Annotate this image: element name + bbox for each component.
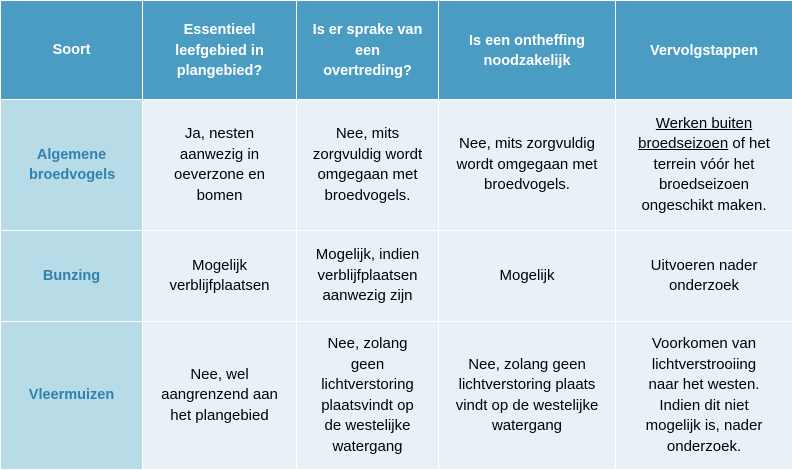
- row-head-soort: Bunzing: [1, 231, 143, 322]
- cell-vervolgstappen: Voorkomen van lichtverstrooiing naar het westen. Indien dit niet mogelijk is, nader onderzoek.: [616, 322, 792, 470]
- cell-overtreding: Nee, mits zorgvuldig wordt omgegaan met broedvogels.: [297, 100, 439, 231]
- row-head-soort: Algemene broedvogels: [1, 100, 143, 231]
- table-row: [1, 322, 792, 470]
- table-row: [1, 231, 792, 322]
- header-ontheffing: Is een ontheffing noodzakelijk: [439, 1, 616, 100]
- cell-essentieel: Mogelijk verblijfplaatsen: [143, 231, 297, 322]
- cell-ontheffing: Mogelijk: [439, 231, 616, 322]
- vervolg-underlined-text: Werken buiten broedseizoen: [638, 115, 752, 153]
- table-row: [1, 100, 792, 231]
- cell-overtreding: Mogelijk, indien verblijfplaatsen aanwezig zijn: [297, 231, 439, 322]
- header-vervolgstappen: Vervolgstappen: [616, 1, 792, 100]
- cell-overtreding: Nee, zolang geen lichtverstoring plaatsvindt op de westelijke watergang: [297, 322, 439, 470]
- cell-vervolgstappen: Uitvoeren nader onderzoek: [616, 231, 792, 322]
- header-overtreding: Is er sprake van een overtreding?: [297, 1, 439, 100]
- cell-ontheffing: Nee, mits zorgvuldig wordt omgegaan met broedvogels.: [439, 100, 616, 231]
- header-soort: Soort: [1, 1, 143, 100]
- cell-ontheffing: Nee, zolang geen lichtverstoring plaats vindt op de westelijke watergang: [439, 322, 616, 470]
- cell-vervolgstappen: [616, 100, 792, 231]
- cell-essentieel: Ja, nesten aanwezig in oeverzone en bomen: [143, 100, 297, 231]
- row-head-soort: Vleermuizen: [1, 322, 143, 470]
- header-essentieel-leefgebied: Essentieel leefgebied in plangebied?: [143, 1, 297, 100]
- vervolg-text: of het terrein vóór het broedseizoen ongeschikt maken.: [641, 135, 769, 214]
- header-row: [1, 1, 792, 100]
- cell-essentieel: Nee, wel aangrenzend aan het plangebied: [143, 322, 297, 470]
